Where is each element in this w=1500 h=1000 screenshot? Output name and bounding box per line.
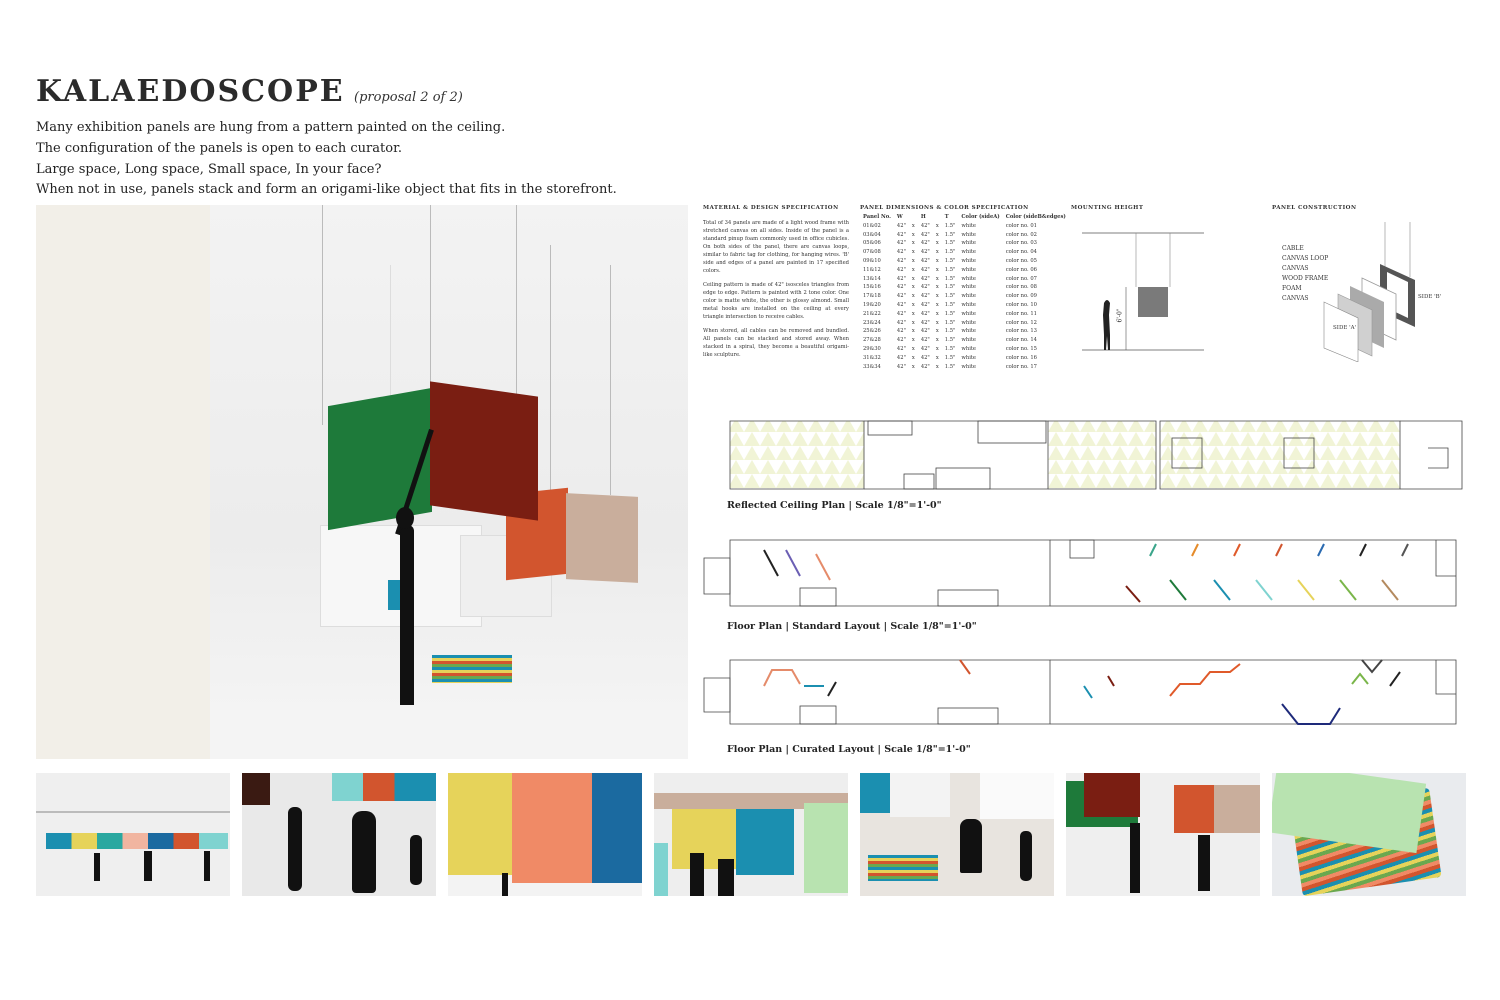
table-cell: 1.5" (944, 354, 956, 361)
table-cell: x (911, 337, 915, 344)
table-cell: 42" (896, 257, 906, 264)
table-cell: white (961, 249, 977, 256)
intro-line: Large space, Long space, Small space, In your face? (36, 162, 382, 177)
material-text (703, 219, 849, 365)
table-cell: 21&22 (863, 310, 881, 317)
table-cell: 1.5" (944, 363, 956, 370)
table-cell: 42" (896, 275, 906, 282)
table-cell: 42" (920, 266, 930, 273)
table-cell: 42" (920, 345, 930, 352)
table-column-header: H (920, 213, 926, 220)
table-cell: 03&04 (863, 231, 881, 238)
table-cell: 42" (920, 328, 930, 335)
table-cell: x (935, 310, 939, 317)
table-cell: 1.5" (944, 249, 956, 256)
table-cell: color no. 10 (1005, 301, 1037, 308)
table-cell: 07&08 (863, 249, 881, 256)
table-cell: white (961, 354, 977, 361)
table-cell: x (911, 301, 915, 308)
table-cell: 1.5" (944, 345, 956, 352)
hanging-cable (322, 205, 323, 425)
table-row (860, 301, 1069, 310)
construction-heading: PANEL CONSTRUCTION (1272, 205, 1357, 211)
floor (210, 705, 688, 759)
table-cell: color no. 13 (1005, 328, 1037, 335)
table-row (860, 283, 1069, 292)
mounting-height-diagram (1078, 225, 1208, 355)
table-cell: white (961, 284, 977, 291)
table-cell: 1.5" (944, 310, 956, 317)
table-row (860, 354, 1069, 363)
table-cell: x (911, 354, 915, 361)
table-cell: 42" (920, 310, 930, 317)
thumbnail-photo (1066, 773, 1260, 896)
table-cell: 42" (920, 222, 930, 229)
hanging-cable (550, 245, 551, 495)
table-cell: 23&24 (863, 319, 881, 326)
table-cell: 1.5" (944, 284, 956, 291)
table-cell: 42" (920, 354, 930, 361)
table-row (860, 231, 1069, 240)
table-cell: 42" (896, 345, 906, 352)
table-row (860, 257, 1069, 266)
table-cell: color no. 14 (1005, 337, 1037, 344)
table-cell: x (911, 310, 915, 317)
mounting-dimension-label: 6'-0" (1116, 308, 1124, 323)
hanging-cable (430, 205, 431, 395)
table-cell: x (935, 354, 939, 361)
table-cell: color no. 08 (1005, 284, 1037, 291)
table-cell: 13&14 (863, 275, 881, 282)
table-cell: x (911, 275, 915, 282)
table-cell: 1.5" (944, 275, 956, 282)
table-cell: 1.5" (944, 293, 956, 300)
maroon-panel (430, 381, 538, 520)
table-row (860, 292, 1069, 301)
side-b-label: SIDE 'B' (1418, 294, 1442, 300)
table-header-row (860, 213, 1069, 222)
ceiling-plan-caption: Reflected Ceiling Plan | Scale 1/8"=1'-0" (727, 500, 942, 511)
table-cell: 1.5" (944, 222, 956, 229)
table-cell: 15&16 (863, 284, 881, 291)
table-cell: 42" (896, 266, 906, 273)
table-cell: white (961, 222, 977, 229)
panel-construction-diagram (1310, 222, 1440, 362)
table-cell: color no. 07 (1005, 275, 1037, 282)
table-row (860, 310, 1069, 319)
table-cell: white (961, 266, 977, 273)
table-cell: color no. 15 (1005, 345, 1037, 352)
table-cell: white (961, 310, 977, 317)
table-cell: white (961, 319, 977, 326)
hanging-cable (610, 265, 611, 495)
table-cell: x (911, 319, 915, 326)
table-cell: 42" (920, 284, 930, 291)
table-cell: x (911, 249, 915, 256)
side-a-label: SIDE 'A' (1333, 325, 1357, 331)
table-cell: color no. 02 (1005, 231, 1037, 238)
table-cell: color no. 03 (1005, 240, 1037, 247)
table-cell: 1.5" (944, 301, 956, 308)
table-cell: 1.5" (944, 257, 956, 264)
table-cell: x (935, 363, 939, 370)
table-row (860, 327, 1069, 336)
reflected-ceiling-plan (728, 418, 1464, 494)
curated-layout-caption: Floor Plan | Curated Layout | Scale 1/8"=1'-0" (727, 744, 971, 755)
table-cell: 42" (896, 301, 906, 308)
table-cell: x (911, 293, 915, 300)
intro-line: When not in use, panels stack and form an origami-like object that fits in the storefront. (36, 182, 617, 197)
table-cell: 42" (896, 354, 906, 361)
floor-plan-standard (700, 536, 1460, 610)
hanging-cable (516, 205, 517, 425)
table-row (860, 248, 1069, 257)
table-cell: 09&10 (863, 257, 881, 264)
table-column-header: Color (sideA) (961, 213, 1000, 220)
table-cell: x (935, 275, 939, 282)
table-row (860, 336, 1069, 345)
table-cell: x (911, 266, 915, 273)
table-cell: x (935, 284, 939, 291)
thumbnail-photo (36, 773, 230, 896)
hero-photo (36, 205, 688, 759)
table-cell: 42" (920, 240, 930, 247)
table-cell: white (961, 363, 977, 370)
table-cell: color no. 16 (1005, 354, 1037, 361)
table-cell: 42" (896, 310, 906, 317)
material-paragraph: When stored, all cables can be removed and bundled. All panels can be stacked and stored away. When stacked in a spiral, they become a beautiful origami-like sculpture. (703, 328, 849, 358)
construction-label: WOOD FRAME (1282, 275, 1329, 282)
table-cell: x (935, 328, 939, 335)
table-cell: 42" (920, 363, 930, 370)
dimensions-heading: PANEL DIMENSIONS & COLOR SPECIFICATION (860, 205, 1029, 211)
table-cell: 42" (896, 222, 906, 229)
standard-layout-caption: Floor Plan | Standard Layout | Scale 1/8"=1'-0" (727, 621, 977, 632)
table-cell: x (911, 363, 915, 370)
thumbnail-photo (1272, 773, 1466, 896)
table-cell: 42" (920, 257, 930, 264)
table-cell: white (961, 275, 977, 282)
table-cell: color no. 11 (1005, 310, 1037, 317)
material-heading: MATERIAL & DESIGN SPECIFICATION (703, 205, 839, 211)
table-cell: x (935, 266, 939, 273)
material-paragraph: Ceiling pattern is made of 42" isosceles triangles from edge to edge. Pattern is painted with 2 tone color. One color is matte white, the other is glossy almond. Small metal hooks are installed on the ceiling at every triangle intersection to receive cables. (703, 282, 849, 320)
table-cell: x (935, 293, 939, 300)
material-paragraph: Total of 34 panels are made of a light wood frame with stretched canvas on all sides. Inside of the panel is a standard pinup foam commonly used in office cubicles. On both sides of the panel, there are canvas loops, similar to fabric tag for clothing, for hanging wires. 'B' side and edges of a panel are painted in 17 specified colors. (703, 220, 849, 274)
green-panel (328, 388, 432, 530)
table-cell: 42" (920, 275, 930, 282)
intro-line: Many exhibition panels are hung from a pattern painted on the ceiling. (36, 120, 506, 135)
table-cell: 42" (920, 293, 930, 300)
table-column-header: Panel No. (863, 213, 891, 220)
table-cell: white (961, 257, 977, 264)
dimensions-table (860, 213, 1069, 371)
page-subtitle: (proposal 2 of 2) (354, 90, 463, 105)
table-cell: 42" (920, 337, 930, 344)
table-cell: x (911, 257, 915, 264)
table-cell: 42" (896, 363, 906, 370)
taupe-panel (566, 493, 638, 583)
table-cell: 25&26 (863, 328, 881, 335)
table-cell: 05&06 (863, 240, 881, 247)
table-cell: x (935, 337, 939, 344)
table-column-header (909, 213, 918, 222)
table-cell: color no. 06 (1005, 266, 1037, 273)
thumbnail-photo (654, 773, 848, 896)
table-cell: 42" (896, 249, 906, 256)
table-cell: color no. 04 (1005, 249, 1037, 256)
table-cell: white (961, 301, 977, 308)
table-cell: 33&34 (863, 363, 881, 370)
table-cell: x (935, 222, 939, 229)
table-cell: x (935, 345, 939, 352)
table-cell: 1.5" (944, 328, 956, 335)
table-cell: white (961, 345, 977, 352)
table-cell: 42" (920, 231, 930, 238)
silhouette-figure (400, 525, 414, 720)
table-cell: 42" (920, 319, 930, 326)
table-cell: 42" (920, 301, 930, 308)
table-cell: 1.5" (944, 337, 956, 344)
table-cell: x (911, 284, 915, 291)
table-cell: color no. 09 (1005, 293, 1037, 300)
hero-photo-scene (210, 205, 688, 759)
table-cell: white (961, 240, 977, 247)
table-cell: x (911, 328, 915, 335)
table-column-header (933, 213, 942, 222)
table-column-header: W (896, 213, 903, 220)
intro-line: The configuration of the panels is open to each curator. (36, 141, 402, 156)
table-column-header: Color (sideB&edges) (1005, 213, 1066, 220)
table-cell: 29&30 (863, 345, 881, 352)
table-cell: x (911, 345, 915, 352)
table-cell: 19&20 (863, 301, 881, 308)
table-cell: x (935, 257, 939, 264)
table-cell: x (935, 231, 939, 238)
table-cell: 27&28 (863, 337, 881, 344)
stacked-panels (432, 655, 512, 683)
page-title: KALAEDOSCOPE (36, 74, 345, 109)
table-row (860, 266, 1069, 275)
table-cell: 1.5" (944, 266, 956, 273)
construction-label: CANVAS (1282, 295, 1309, 302)
silhouette-head (396, 507, 414, 529)
table-cell: color no. 17 (1005, 363, 1037, 370)
table-cell: 11&12 (863, 266, 881, 273)
table-row (860, 319, 1069, 328)
table-cell: 1.5" (944, 319, 956, 326)
construction-label: CANVAS LOOP (1282, 255, 1329, 262)
table-cell: 17&18 (863, 293, 881, 300)
table-cell: 42" (896, 231, 906, 238)
thumbnail-photo (242, 773, 436, 896)
table-cell: color no. 01 (1005, 222, 1037, 229)
table-row (860, 239, 1069, 248)
table-cell: 01&02 (863, 222, 881, 229)
table-cell: white (961, 231, 977, 238)
table-cell: white (961, 337, 977, 344)
table-row (860, 345, 1069, 354)
construction-label: CANVAS (1282, 265, 1309, 272)
mounting-heading: MOUNTING HEIGHT (1071, 205, 1144, 211)
table-cell: 42" (896, 293, 906, 300)
table-cell: white (961, 293, 977, 300)
table-cell: 42" (896, 284, 906, 291)
table-cell: white (961, 328, 977, 335)
table-cell: color no. 12 (1005, 319, 1037, 326)
table-cell: 31&32 (863, 354, 881, 361)
table-cell: 42" (896, 328, 906, 335)
construction-label: CABLE (1282, 245, 1304, 252)
construction-label: FOAM (1282, 285, 1302, 292)
thumbnail-photo (448, 773, 642, 896)
table-cell: 42" (896, 240, 906, 247)
table-cell: 42" (896, 337, 906, 344)
table-cell: x (935, 301, 939, 308)
table-column-header: T (944, 213, 949, 220)
table-cell: 42" (896, 319, 906, 326)
floor-plan-curated (700, 656, 1460, 728)
table-cell: x (935, 249, 939, 256)
table-cell: color no. 05 (1005, 257, 1037, 264)
table-row (860, 363, 1069, 372)
table-cell: x (911, 240, 915, 247)
table-cell: 1.5" (944, 240, 956, 247)
table-cell: x (911, 222, 915, 229)
table-row (860, 222, 1069, 231)
table-cell: x (911, 231, 915, 238)
table-cell: 1.5" (944, 231, 956, 238)
thumbnail-photo (860, 773, 1054, 896)
table-cell: x (935, 240, 939, 247)
table-row (860, 275, 1069, 284)
table-cell: x (935, 319, 939, 326)
table-cell: 42" (920, 249, 930, 256)
